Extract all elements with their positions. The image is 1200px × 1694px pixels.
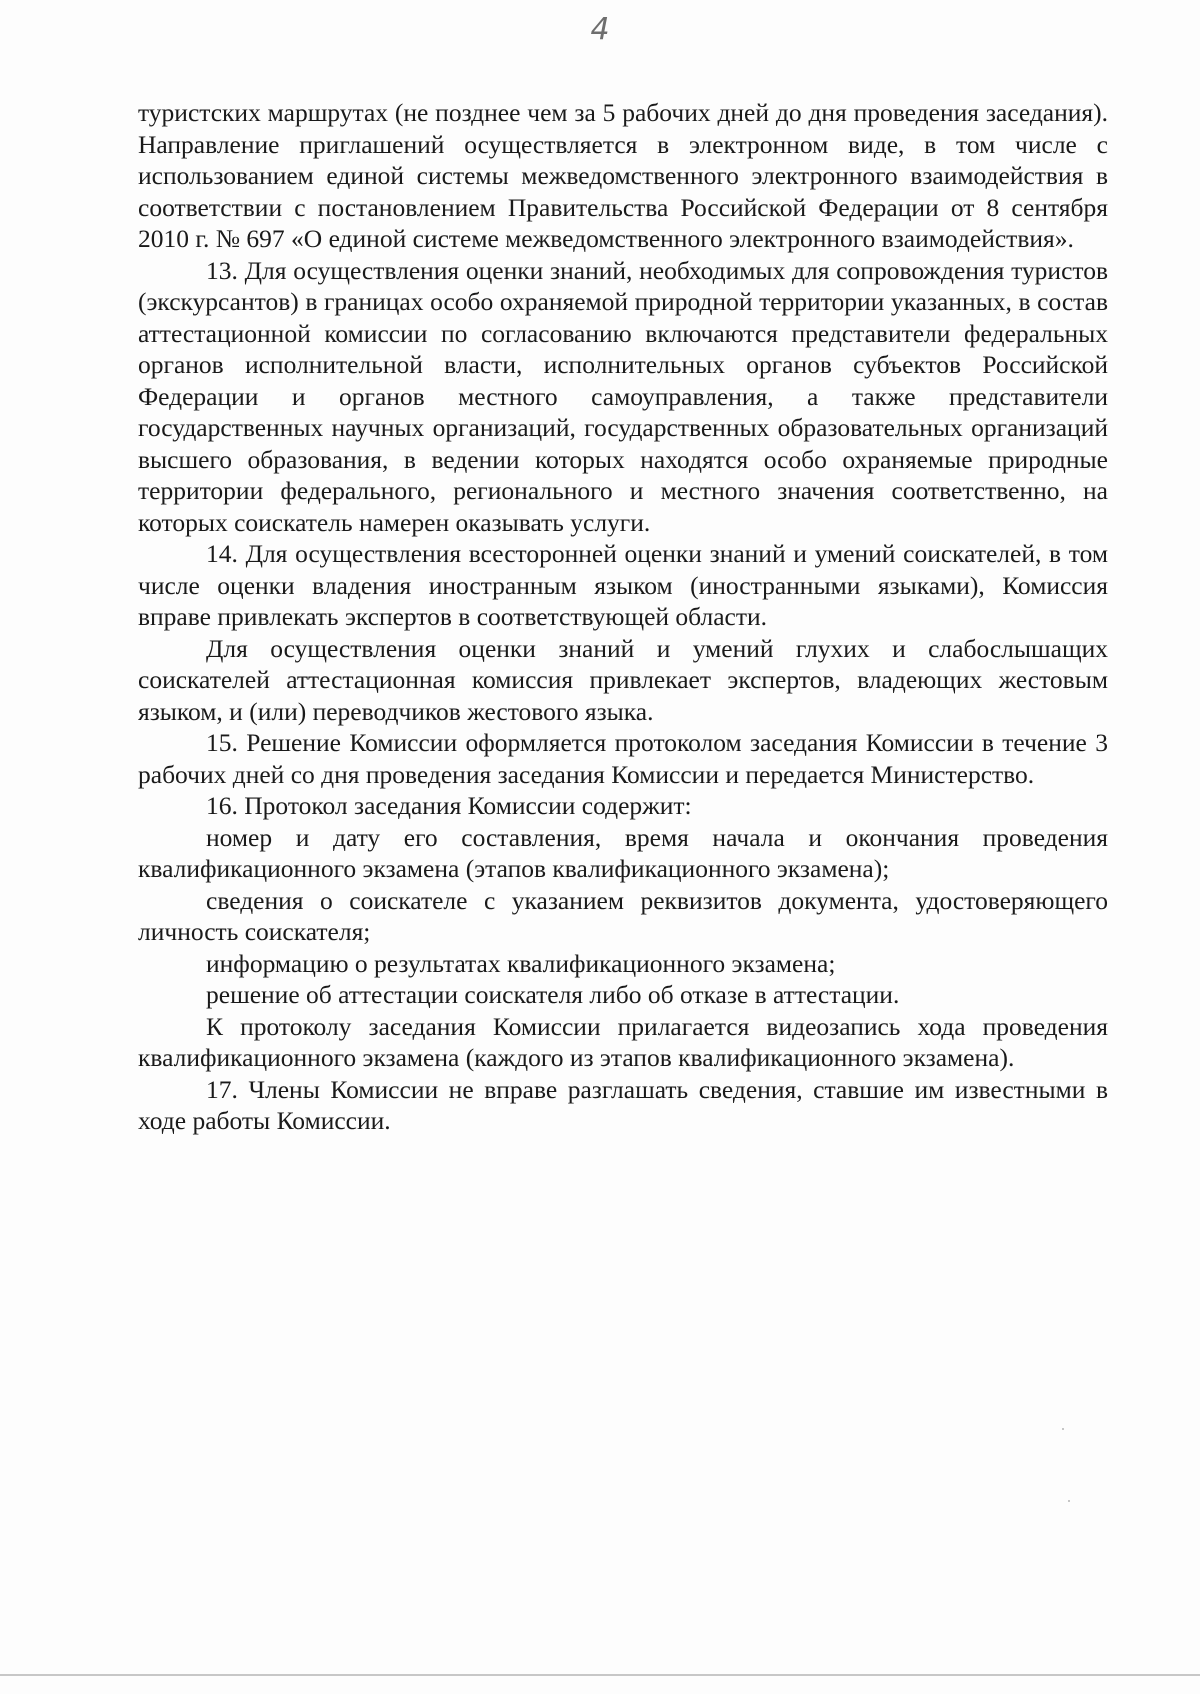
paragraph-item-14: 14. Для осуществления всесторонней оценки знаний и умений соискателей, в том числе оценки владения иностранным языком (иностранными языками), Комиссия вправе привлекать экспертов в соответствующей области. — [138, 539, 1108, 631]
document-body — [138, 97, 1108, 1137]
paragraph-item-16: 16. Протокол заседания Комиссии содержит: — [206, 791, 692, 820]
paragraph-item-13: 13. Для осуществления оценки знаний, необходимых для сопровождения туристов (экскурсантов) в границах особо охраняемой природной территории указанных, в состав аттестационной комиссии по согласованию включаются представители федеральных органов исполнительной власти, исполнительных органов субъектов Российской Федерации и органов местного самоуправления, а также представители государственных научных организаций, государственных образовательных организаций высшего образования, в ведении которых находятся особо охраняемые природные территории федерального, регионального и местного значения соответственно, на которых соискатель намерен оказывать услуги. — [138, 255, 1108, 537]
paragraph-continuation: туристских маршрутах (не позднее чем за 5 рабочих дней до дня проведения заседания). Направление приглашений осуществляется в электронном виде, в том числе с использованием единой системы межведомственного электронного взаимодействия в соответствии с постановлением Правительства Российской Федерации от 8 сентября 2010 г. № 697 «О единой системе межведомственного электронного взаимодействия». — [138, 98, 1108, 253]
page-number: 4 — [590, 12, 610, 47]
protocol-entry-decision: решение об аттестации соискателя либо об отказе в аттестации. — [206, 980, 900, 1009]
paragraph-item-15: 15. Решение Комиссии оформляется протоколом заседания Комиссии в течение 3 рабочих дней со дня проведения заседания Комиссии и передается Министерство. — [138, 728, 1108, 789]
paragraph-item-17: 17. Члены Комиссии не вправе разглашать сведения, ставшие им известными в ходе работы Комиссии. — [138, 1074, 1108, 1135]
scan-speck — [1068, 1500, 1070, 1502]
scan-bottom-edge — [0, 1674, 1200, 1676]
paragraph-video-recording: К протоколу заседания Комиссии прилагается видеозапись хода проведения квалификационного экзамена (каждого из этапов квалификационного экзамена). — [138, 1011, 1108, 1072]
paragraph-deaf-applicants: Для осуществления оценки знаний и умений глухих и слабослышащих соискателей аттестационная комиссия привлекает экспертов, владеющих жестовым языком, и (или) переводчиков жестового языка. — [138, 633, 1108, 726]
protocol-entry-exam-results: информацию о результатах квалификационного экзамена; — [206, 948, 836, 978]
protocol-entry-number-date: номер и дату его составления, время начала и окончания проведения квалификационного экзамена (этапов квалификационного экзамена); — [138, 822, 1108, 883]
protocol-entry-applicant-info: сведения о соискателе с указанием реквизитов документа, удостоверяющего личность соискателя; — [138, 885, 1108, 946]
scan-speck — [1062, 1428, 1064, 1430]
